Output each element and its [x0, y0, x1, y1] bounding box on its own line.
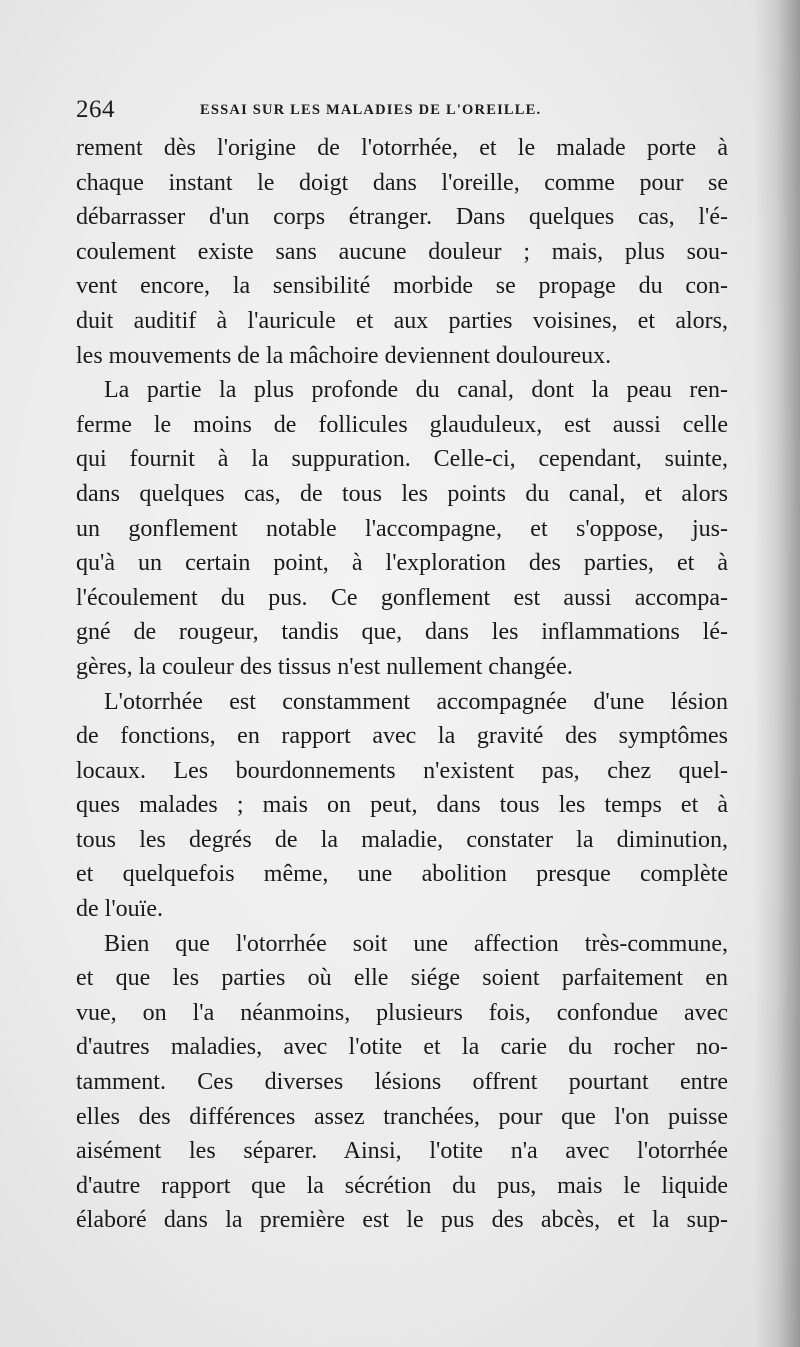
text-line: vue, on l'a néanmoins, plusieurs fois, confondue avec — [76, 999, 728, 1026]
text-line: aisément les séparer. Ainsi, l'otite n'a avec l'otorrhée — [76, 1138, 728, 1165]
text-line: tamment. Ces diverses lésions offrent pourtant entre — [76, 1069, 728, 1096]
text-line: tous les degrés de la maladie, constater la diminution, — [76, 826, 728, 853]
page-header — [76, 96, 726, 126]
text-line: d'autre rapport que la sécrétion du pus, mais le liquide — [76, 1172, 728, 1199]
text-line: Bien que l'otorrhée soit une affection très-commune, — [104, 930, 728, 957]
text-line: gné de rougeur, tandis que, dans les inflammations lé- — [76, 619, 728, 646]
text-line: qu'à un certain point, à l'exploration des parties, et à — [76, 550, 728, 577]
text-line: les mouvements de la mâchoire deviennent douloureux. — [76, 342, 612, 369]
text-line: elles des différences assez tranchées, pour que l'on puisse — [76, 1103, 728, 1130]
text-line: ferme le moins de follicules glauduleux, est aussi celle — [76, 411, 728, 438]
text-line: et quelquefois même, une abolition presque complète — [76, 861, 728, 888]
text-line: coulement existe sans aucune douleur ; mais, plus sou- — [76, 238, 728, 265]
text-line: La partie la plus profonde du canal, dont la peau ren- — [104, 377, 728, 404]
text-line: qui fournit à la suppuration. Celle-ci, cependant, suinte, — [76, 446, 728, 473]
page-number: 264 — [76, 96, 115, 123]
text-line: chaque instant le doigt dans l'oreille, comme pour se — [76, 169, 728, 196]
page-edge-shadow — [754, 0, 800, 1347]
running-head: ESSAI SUR LES MALADIES DE L'OREILLE. — [200, 102, 542, 118]
text-line: élaboré dans la première est le pus des abcès, et la sup- — [76, 1207, 728, 1234]
text-line: débarrasser d'un corps étranger. Dans quelques cas, l'é- — [76, 204, 728, 231]
text-line: gères, la couleur des tissus n'est nullement changée. — [76, 653, 573, 680]
text-line: et que les parties où elle siége soient parfaitement en — [76, 965, 728, 992]
text-line: vent encore, la sensibilité morbide se propage du con- — [76, 273, 728, 300]
body-text — [76, 131, 728, 1238]
text-line: ques malades ; mais on peut, dans tous les temps et à — [76, 792, 728, 819]
text-line: rement dès l'origine de l'otorrhée, et le malade porte à — [76, 135, 728, 161]
text-line: de l'ouïe. — [76, 896, 163, 923]
text-line: de fonctions, en rapport avec la gravité des symptômes — [76, 723, 728, 750]
text-line: L'otorrhée est constamment accompagnée d'une lésion — [104, 688, 728, 715]
text-line: l'écoulement du pus. Ce gonflement est aussi accompa- — [76, 584, 728, 611]
text-line: locaux. Les bourdonnements n'existent pas, chez quel- — [76, 757, 728, 784]
text-line: dans quelques cas, de tous les points du canal, et alors — [76, 480, 728, 507]
text-line: duit auditif à l'auricule et aux parties voisines, et alors, — [76, 307, 728, 334]
text-line: un gonflement notable l'accompagne, et s'oppose, jus- — [76, 515, 728, 542]
text-line: d'autres maladies, avec l'otite et la carie du rocher no- — [76, 1034, 728, 1061]
